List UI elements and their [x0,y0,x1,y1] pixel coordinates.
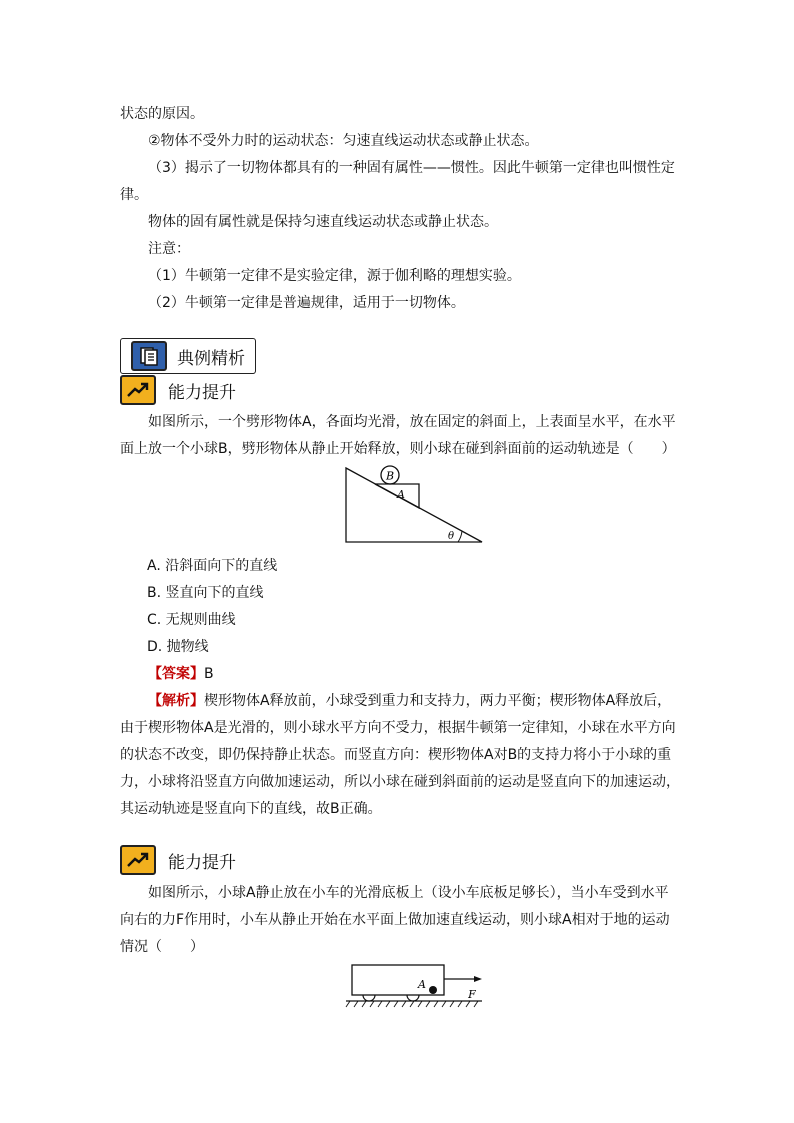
option-d: D. 抛物线 [147,639,209,655]
answer-label: 【答案】 [148,666,204,682]
q1-angle-label: θ [447,531,455,542]
q2-force-label: F [468,988,476,1001]
q1-ball-label: B [385,469,395,483]
trend-up-icon [120,375,156,405]
q1-level-title: 能力提升 [168,382,236,403]
q2-cart-figure [344,962,494,1012]
note-item-2: （2）牛顿第一定律是普遍规律，适用于一切物体。 [148,295,465,311]
q1-wedge-label: A [397,488,405,501]
trend-up-icon [120,845,156,875]
intro-line-4: 物体的固有属性就是保持匀速直线运动状态或静止状态。 [148,214,498,230]
q2-ball-label: A [418,978,426,991]
q1-answer [120,661,680,688]
intro-line-1: 状态的原因。 [120,106,204,122]
note-item-1: （1）牛顿第一定律不是实验定律，源于伽利略的理想实验。 [148,268,521,284]
analysis-label: 【解析】 [148,693,204,709]
q1-incline-figure [340,462,490,544]
q1-stem: 如图所示，一个劈形物体A，各面均光滑，放在固定的斜面上，上表面呈水平，在水平面上放一个小球B，劈形物体从静止开始释放，则小球在碰到斜面前的运动轨迹是（ ） [120,414,676,457]
option-c: C. 无规则曲线 [147,612,236,628]
q2-level-header [120,845,236,875]
intro-line-2: ②物体不受外力时的运动状态：匀速直线运动状态或静止状态。 [148,133,539,149]
option-b: B. 竖直向下的直线 [147,585,264,601]
section-header [120,338,256,374]
q1-level-header [120,375,236,405]
analysis-text: 楔形物体A释放前，小球受到重力和支持力，两力平衡；楔形物体A释放后，由于楔形物体A是光滑的，则小球水平方向不受力，根据牛顿第一定律知，小球在水平方向的状态不改变，即仍保持静止状态。而竖直方向：楔形物体A对B的支持力将小于小球的重力，小球将沿竖直方向做加速运动，所以小球在碰到斜面前的运动是竖直向下的加速运动，其运动轨迹是竖直向下的直线，故B正确。 [120,693,680,817]
q1-analysis [120,688,680,823]
q2-level-title: 能力提升 [168,852,236,873]
intro-line-3: （3）揭示了一切物体都具有的一种固有属性——惯性。因此牛顿第一定律也叫惯性定律。 [120,160,675,203]
answer-value: B [204,666,214,682]
note-label: 注意： [148,241,190,257]
document-list-icon [131,341,167,371]
option-a: A. 沿斜面向下的直线 [147,558,278,574]
q2-stem: 如图所示，小球A静止放在小车的光滑底板上（设小车底板足够长），当小车受到水平向右的力F作用时，小车从静止开始在水平面上做加速直线运动，则小球A相对于地的运动情况（ ） [120,885,670,955]
section-title: 典例精析 [177,348,245,369]
